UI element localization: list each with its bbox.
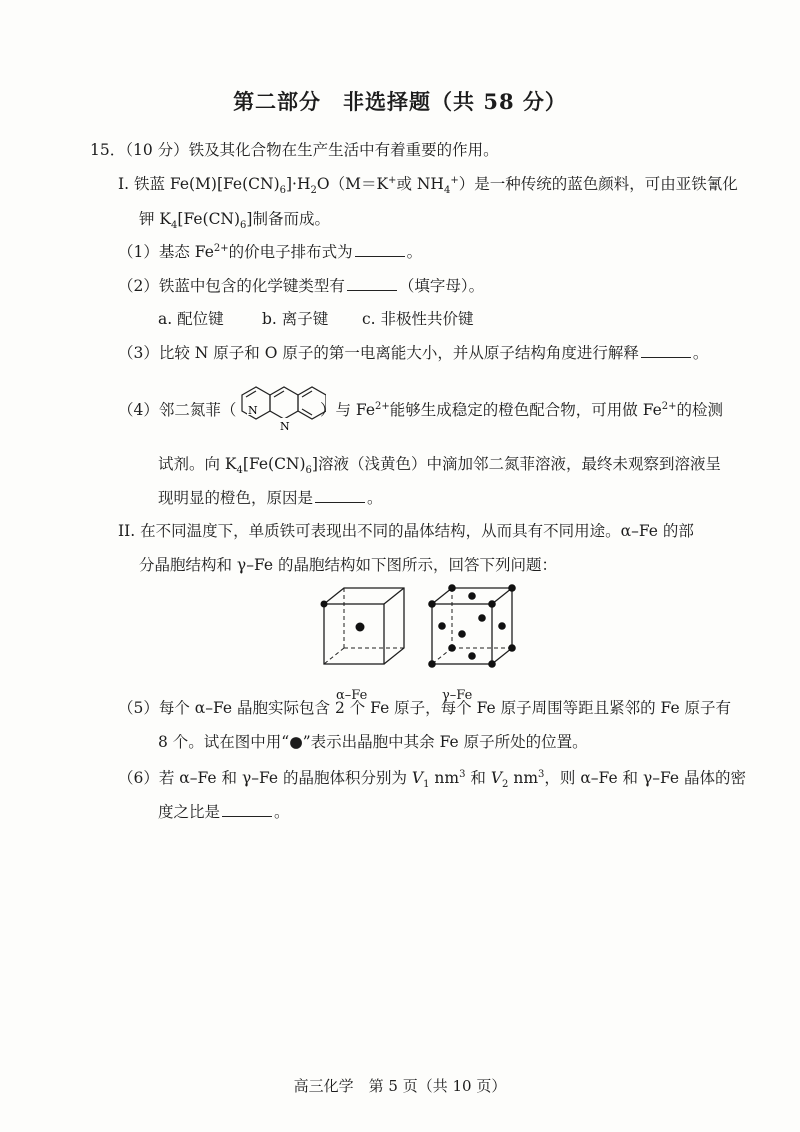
n-atom-1: N: [248, 404, 258, 417]
n-atom-2: N: [280, 420, 290, 433]
sub-question-5-line-2: 8 个。试在图中用“●”表示出晶胞中其余 Fe 原子所处的位置。: [158, 733, 588, 751]
part-1-line-1: I. 铁蓝 $Fe(M)[Fe(CN)_6]\cdot H_2O(M=K^+$或 $NH_4^+$）是一种传统的蓝色颜料，可由亚铁氰化: [118, 174, 738, 197]
answer-blank[interactable]: [347, 289, 397, 291]
alpha-body-center-atom: [356, 623, 365, 632]
phenanthroline-structure: [236, 370, 326, 436]
sub-question-4-line-3: 现明显的橙色，原因是 。: [158, 489, 383, 507]
gamma-fe-label: γ–Fe: [442, 688, 473, 703]
part-1-line-2: 钾 $K_4[Fe(CN)_6]$制备而成。: [139, 210, 330, 232]
sub-question-4-line-2: 试剂。向 $K_4[Fe(CN)_6]$溶液（浅黄色）中滴加邻二氮菲溶液，最终未观察到溶液呈: [158, 455, 721, 477]
sub-question-4-line-1b: ）与 $Fe^{2+}$能够生成稳定的橙色配合物，可用做 $Fe^{2+}$的检测: [320, 400, 724, 419]
alpha-corner-atom: [321, 601, 328, 608]
answer-blank[interactable]: [315, 501, 365, 503]
part-2-line-2: 分晶胞结构和 γ–Fe 的晶胞结构如下图所示，回答下列问题：: [139, 556, 557, 574]
sub-question-4-line-1a: （4）邻二氮菲（: [118, 401, 237, 419]
sub-question-6-line-1: （6）若 α–Fe 和 γ–Fe 的晶胞体积分别为 $V_1$ $nm^3$ 和 $V_2$ $nm^3$，则 α–Fe 和 γ–Fe 晶体的密: [118, 768, 746, 791]
sub-question-2: （2）铁蓝中包含的化学键类型有 （填字母）。: [118, 277, 485, 295]
sub-question-1: （1）基态 $Fe^{2+}$的价电子排布式为 。: [118, 242, 423, 261]
answer-blank[interactable]: [222, 815, 272, 817]
option-b: b. 离子键: [262, 310, 329, 328]
sub-question-6-line-2: 度之比是 。: [158, 803, 290, 821]
option-c: c. 非极性共价键: [362, 310, 474, 328]
crystal-cell-figure: [315, 582, 535, 684]
part-2-line-1: II. 在不同温度下，单质铁可表现出不同的晶体结构，从而具有不同用途。α–Fe 的部: [118, 522, 694, 540]
sub-question-3: （3）比较 N 原子和 O 原子的第一电离能大小，并从原子结构角度进行解释 。: [118, 344, 709, 362]
option-a: a. 配位键: [158, 310, 224, 328]
alpha-fe-label: α–Fe: [336, 688, 368, 703]
answer-blank[interactable]: [355, 255, 405, 257]
answer-blank[interactable]: [641, 356, 691, 358]
sub-question-5-line-1: （5）每个 α–Fe 晶胞实际包含 2 个 Fe 原子，每个 Fe 原子周围等距且紧邻的 Fe 原子有: [118, 699, 732, 717]
question-15-stem: 15．（10 分）铁及其化合物在生产生活中有着重要的作用。: [90, 141, 499, 159]
section-title: 第二部分 非选择题（共 58 分）: [233, 89, 567, 114]
page-footer: 高三化学 第 5 页（共 10 页）: [293, 1077, 507, 1095]
